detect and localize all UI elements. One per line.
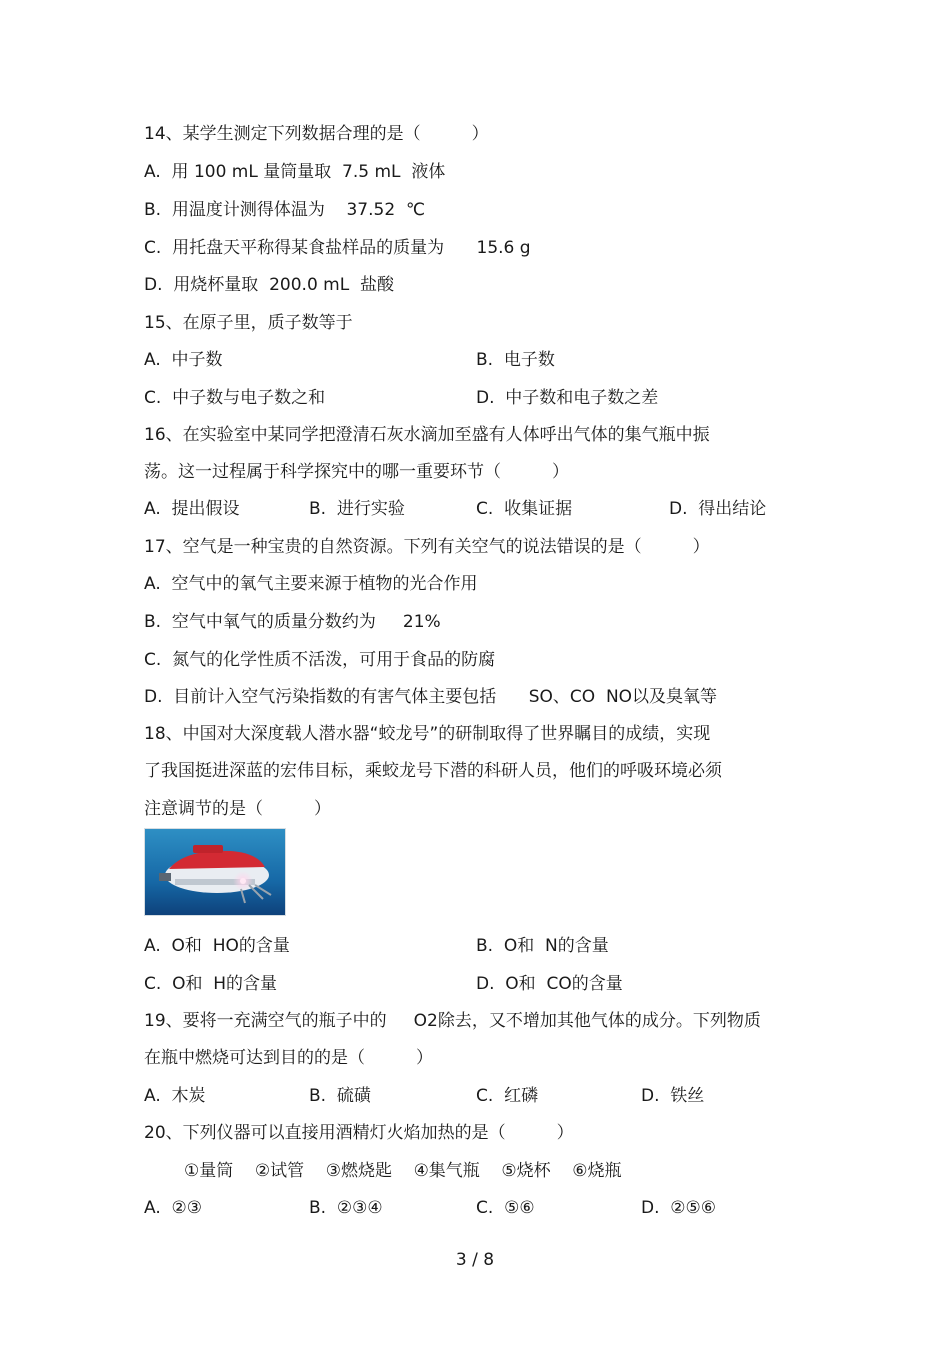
q18-option-d: D. O和 CO的含量: [476, 974, 623, 994]
q17-option-c: C. 氮气的化学性质不活泼，可用于食品的防腐: [144, 650, 496, 670]
q14-stem: 14、某学生测定下列数据合理的是（ ）: [144, 124, 489, 144]
q19-option-d: D. 铁丝: [641, 1086, 705, 1106]
q16-option-d: D. 得出结论: [669, 499, 767, 519]
q17-option-d: D. 目前计入空气污染指数的有害气体主要包括 SO、CO NO以及臭氧等: [144, 687, 718, 707]
q18-option-c: C. O和 H的含量: [144, 974, 278, 994]
q19-stem-line1: 19、要将一充满空气的瓶子中的 O2除去，又不增加其他气体的成分。下列物质: [144, 1011, 761, 1031]
q20-stem: 20、下列仪器可以直接用酒精灯火焰加热的是（ ）: [144, 1123, 574, 1143]
q19-option-a: A. 木炭: [144, 1086, 206, 1106]
q16-option-c: C. 收集证据: [476, 499, 573, 519]
q15-option-d: D. 中子数和电子数之差: [476, 388, 659, 408]
q20-option-c: C. ⑤⑥: [476, 1198, 535, 1218]
q18-stem-line1: 18、中国对大深度载人潜水器“蛟龙号”的研制取得了世界瞩目的成绩，实现: [144, 724, 711, 744]
q16-stem-line2: 荡。这一过程属于科学探究中的哪一重要环节（ ）: [144, 462, 569, 482]
submarine-photo: [144, 828, 286, 916]
q16-option-a: A. 提出假设: [144, 499, 240, 519]
q18-stem-line3: 注意调节的是（ ）: [144, 799, 331, 819]
q14-option-c: C. 用托盘天平称得某食盐样品的质量为 15.6 g: [144, 238, 531, 258]
q20-option-a: A. ②③: [144, 1198, 203, 1218]
q17-option-b: B. 空气中氧气的质量分数约为 21%: [144, 612, 441, 632]
q16-option-b: B. 进行实验: [309, 499, 405, 519]
q14-option-b: B. 用温度计测得体温为 37.52 ℃: [144, 200, 426, 220]
submarine-icon: [145, 829, 286, 916]
q18-stem-line2: 了我国挺进深蓝的宏伟目标，乘蛟龙号下潜的科研人员，他们的呼吸环境必须: [144, 761, 722, 781]
q19-stem-line2: 在瓶中燃烧可达到目的的是（ ）: [144, 1048, 433, 1068]
q16-stem-line1: 16、在实验室中某同学把澄清石灰水滴加至盛有人体呼出气体的集气瓶中振: [144, 425, 710, 445]
q20-instrument-list: ①量筒 ②试管 ③燃烧匙 ④集气瓶 ⑤烧杯 ⑥烧瓶: [184, 1161, 622, 1181]
q15-option-a: A. 中子数: [144, 350, 223, 370]
q20-option-b: B. ②③④: [309, 1198, 383, 1218]
q15-option-b: B. 电子数: [476, 350, 555, 370]
q14-option-a: A. 用 100 mL 量筒量取 7.5 mL 液体: [144, 162, 446, 182]
q19-option-b: B. 硫磺: [309, 1086, 371, 1106]
q20-option-d: D. ②⑤⑥: [641, 1198, 717, 1218]
q18-option-b: B. O和 N的含量: [476, 936, 609, 956]
q17-stem: 17、空气是一种宝贵的自然资源。下列有关空气的说法错误的是（ ）: [144, 537, 710, 557]
q14-option-d: D. 用烧杯量取 200.0 mL 盐酸: [144, 275, 395, 295]
q15-stem: 15、在原子里，质子数等于: [144, 313, 353, 333]
q19-option-c: C. 红磷: [476, 1086, 539, 1106]
q17-option-a: A. 空气中的氧气主要来源于植物的光合作用: [144, 574, 478, 594]
q18-option-a: A. O和 HO的含量: [144, 936, 290, 956]
q15-option-c: C. 中子数与电子数之和: [144, 388, 326, 408]
page-number: 3 / 8: [455, 1250, 495, 1270]
